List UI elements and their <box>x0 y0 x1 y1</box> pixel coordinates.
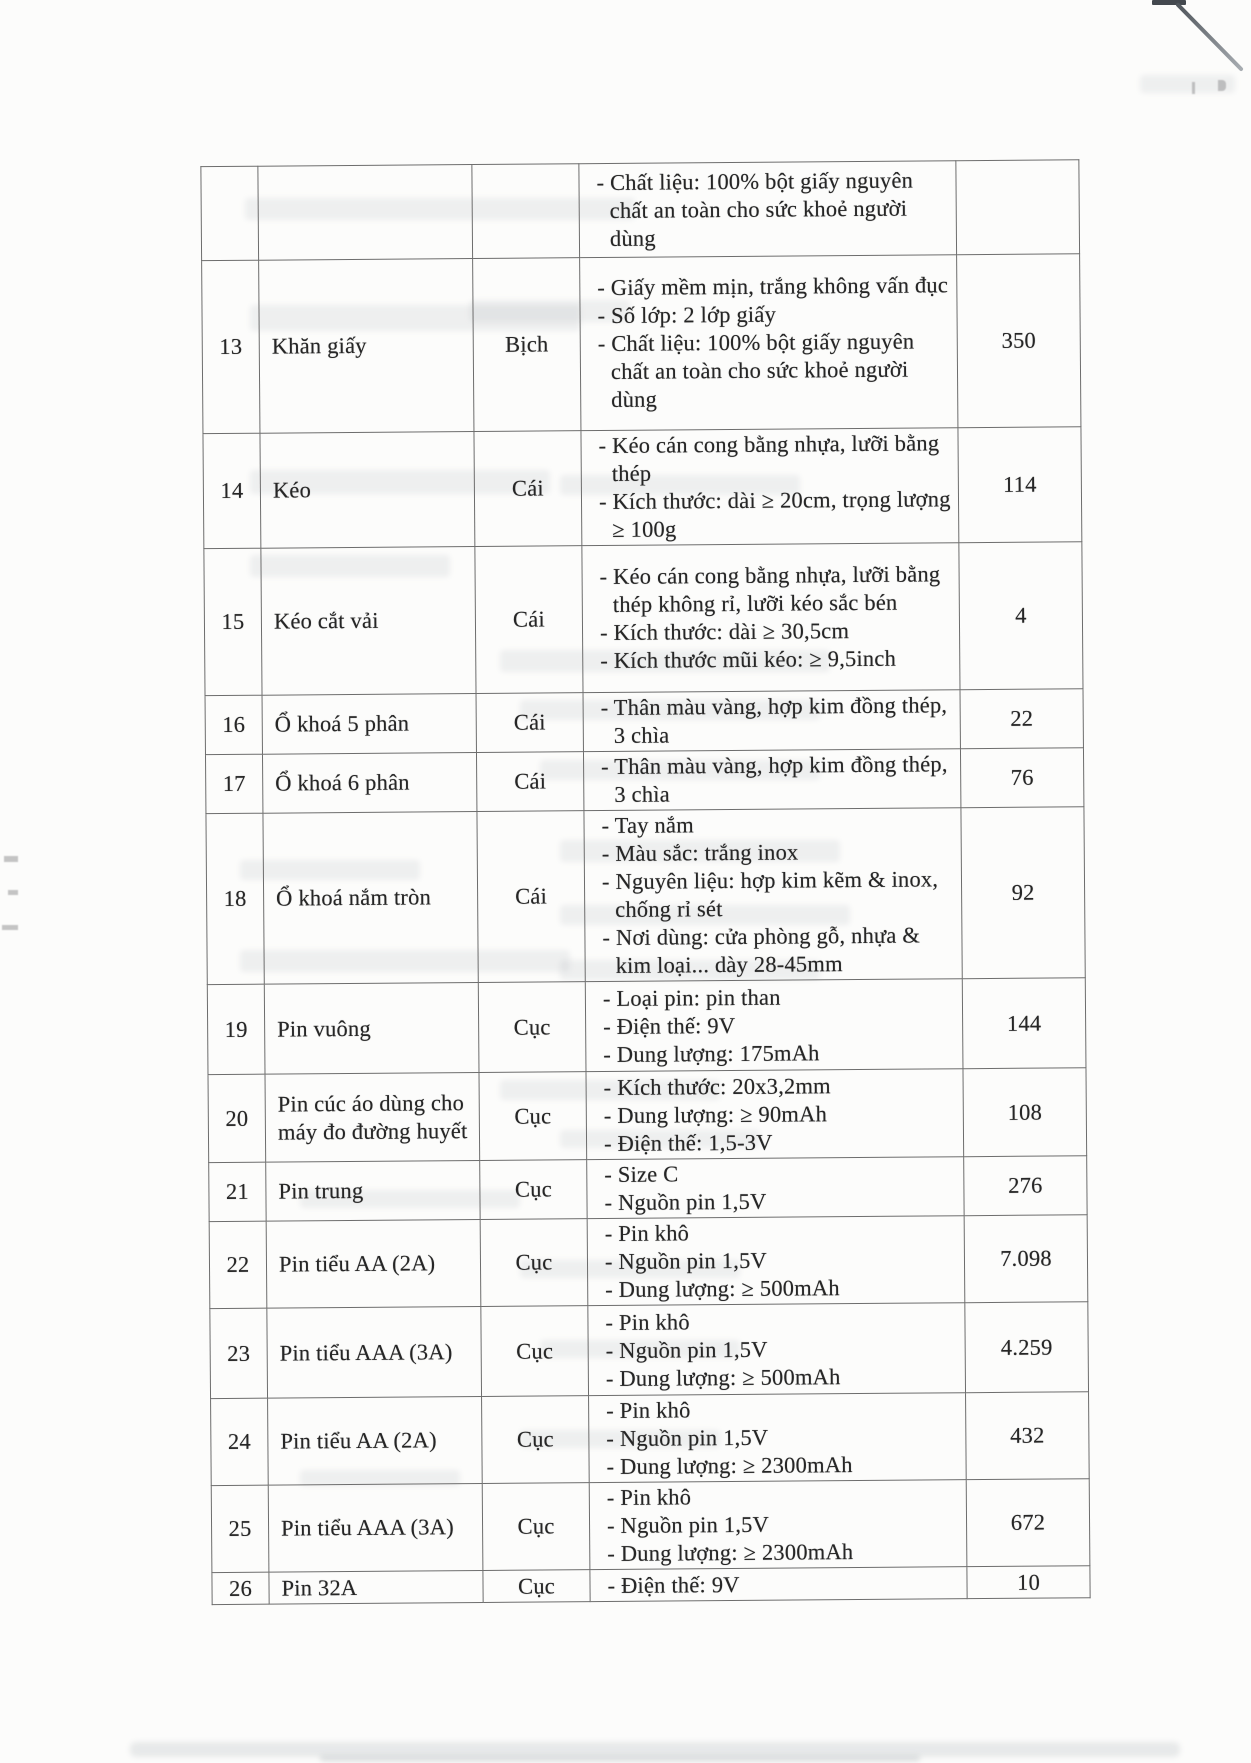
quantity-cell: 432 <box>966 1392 1090 1480</box>
quantity-cell: 4.259 <box>965 1302 1089 1393</box>
specs-cell <box>589 1480 967 1570</box>
spec-line: - Dung lượng: ≥ 2300mAh <box>607 1539 854 1567</box>
item-name-cell: Pin trung <box>266 1161 480 1222</box>
unit-cell: Cái <box>474 431 582 547</box>
specs-cell <box>582 543 960 693</box>
spec-line: - Nơi dùng: cửa phòng gỗ, nhựa & kim loại... dày 28-45mm <box>602 922 921 978</box>
quantity-cell: 92 <box>961 807 1085 979</box>
item-name-cell: Pin cúc áo dùng cho máy đo đường huyết <box>265 1073 480 1163</box>
row-number-cell: 17 <box>205 754 262 813</box>
item-name-cell: Ổ khoá 5 phân <box>262 694 476 755</box>
bleed-through-smudge <box>1140 75 1235 93</box>
item-name-cell <box>258 165 473 261</box>
specs-cell <box>588 1303 966 1396</box>
specs-cell <box>587 1216 965 1306</box>
scan-speck <box>8 890 18 895</box>
row-number-cell: 18 <box>206 813 264 984</box>
unit-cell: Cục <box>482 1483 590 1571</box>
row-number-cell: 24 <box>211 1398 269 1485</box>
row-number-cell: 25 <box>211 1485 269 1572</box>
quantity-cell: 144 <box>962 978 1086 1069</box>
unit-cell: Cái <box>476 752 583 812</box>
spec-line: - Chất liệu: 100% bột giấy nguyên chất an toàn cho sức khoẻ người dùng <box>596 167 914 251</box>
specs-cell <box>583 690 960 752</box>
quantity-cell <box>956 160 1080 255</box>
specs-cell <box>581 428 959 546</box>
spec-line: - Chất liệu: 100% bột giấy nguyên chất an toàn cho sức khoẻ người dùng <box>597 328 915 412</box>
spec-line: - Giấy mềm mịn, trắng không vấn đục <box>597 272 949 301</box>
spec-line: - Loại pin: pin than <box>602 984 781 1011</box>
unit-cell: Cục <box>482 1396 590 1484</box>
spec-line: - Kích thước: dài ≥ 20cm, trọng lượng ≥ 100g <box>598 486 951 542</box>
row-number-cell: 21 <box>209 1162 266 1221</box>
spec-line: - Dung lượng: ≥ 500mAh <box>605 1275 840 1303</box>
row-number-cell: 20 <box>208 1074 266 1162</box>
row-number-cell: 19 <box>207 984 265 1074</box>
item-name-cell: Pin tiểu AA (2A) <box>268 1396 483 1485</box>
specs-cell <box>584 808 962 982</box>
quantity-cell: 4 <box>959 542 1083 690</box>
table-row <box>211 1392 1090 1486</box>
quantity-cell: 7.098 <box>964 1215 1088 1303</box>
table-row <box>207 978 1086 1075</box>
spec-line: - Điện thế: 1,5-3V <box>603 1129 773 1156</box>
table-row <box>211 1479 1090 1573</box>
scan-speck <box>1192 82 1195 94</box>
table-row <box>202 254 1081 434</box>
bleed-through-smudge <box>130 1742 1180 1757</box>
quantity-cell: 672 <box>966 1479 1090 1567</box>
scan-speck <box>4 856 18 862</box>
table-row <box>212 1566 1090 1605</box>
quantity-cell: 76 <box>960 748 1083 808</box>
item-name-cell: Ổ khoá nắm tròn <box>263 812 478 985</box>
spec-line: - Dung lượng: 175mAh <box>603 1039 820 1067</box>
spec-line: - Nguồn pin 1,5V <box>606 1424 769 1452</box>
table-row <box>204 542 1083 696</box>
spec-line: - Điện thế: 9V <box>607 1571 740 1598</box>
unit-cell: Cái <box>477 811 585 983</box>
spec-line: - Tay nắm <box>601 812 694 839</box>
spec-line: - Nguồn pin 1,5V <box>604 1247 768 1275</box>
spec-line: - Nguồn pin 1,5V <box>604 1188 767 1216</box>
unit-cell: Cái <box>476 693 583 753</box>
item-name-cell: Pin tiểu AAA (3A) <box>268 1483 483 1572</box>
spec-line: - Nguồn pin 1,5V <box>605 1336 768 1363</box>
row-number-cell <box>201 166 259 260</box>
table-row <box>203 427 1082 549</box>
unit-cell: Bịch <box>473 258 581 432</box>
table-row <box>209 1215 1088 1309</box>
table-row <box>201 160 1080 261</box>
spec-line: - Kéo cán cong bằng nhựa, lưỡi bằng thép không rỉ, lưỡi kéo sắc bén <box>599 561 941 617</box>
spec-line: - Kích thước mũi kéo: ≥ 9,5inch <box>600 645 897 674</box>
spec-line: - Pin khô <box>606 1397 691 1424</box>
specs-cell <box>589 1393 967 1483</box>
quantity-cell: 350 <box>957 254 1081 428</box>
spec-line: - Màu sắc: trắng inox <box>601 839 799 867</box>
spec-line: - Dung lượng: ≥ 2300mAh <box>606 1452 853 1480</box>
row-number-cell: 15 <box>204 548 262 695</box>
scan-speck <box>2 925 18 930</box>
item-name-cell: Kéo <box>260 432 475 549</box>
unit-cell: Cục <box>480 1219 588 1307</box>
specs-cell <box>579 161 957 258</box>
spec-line: - Pin khô <box>606 1484 692 1511</box>
item-name-cell: Pin tiểu AA (2A) <box>266 1219 481 1308</box>
row-number-cell: 23 <box>210 1308 268 1398</box>
bleed-through-smudge <box>320 1756 920 1761</box>
spec-line: - Pin khô <box>604 1220 690 1247</box>
item-name-cell: Pin tiểu AAA (3A) <box>267 1306 482 1398</box>
item-name-cell: Kéo cắt vải <box>261 547 476 696</box>
scan-scratch <box>1175 2 1244 72</box>
item-name-cell: Ổ khoá 6 phân <box>262 753 476 814</box>
item-name-cell: Pin 32A <box>269 1570 483 1604</box>
row-number-cell: 16 <box>205 695 262 754</box>
scan-scratch <box>1152 0 1186 5</box>
spec-line: - Nguồn pin 1,5V <box>606 1511 770 1539</box>
table-region <box>200 159 1090 1605</box>
unit-cell: Cục <box>479 1072 587 1161</box>
specs-cell <box>583 749 960 811</box>
spec-line: - Kéo cán cong bằng nhựa, lưỡi bằng thép <box>598 430 940 486</box>
spec-line: - Nguyên liệu: hợp kim kẽm & inox, chống rỉ sét <box>601 866 939 922</box>
quantity-cell: 10 <box>967 1566 1090 1599</box>
specs-cell <box>587 1157 964 1219</box>
supply-items-table <box>200 159 1090 1605</box>
spec-line: - Dung lượng: ≥ 500mAh <box>605 1363 841 1391</box>
spec-line: - Size C <box>604 1161 679 1188</box>
spec-line: - Thân màu vàng, hợp kim đồng thép, 3 chìa <box>600 751 948 807</box>
quantity-cell: 22 <box>960 689 1083 749</box>
unit-cell <box>472 164 580 259</box>
row-number-cell: 14 <box>203 433 261 548</box>
scan-speck <box>1218 80 1226 91</box>
unit-cell: Cục <box>480 1160 587 1220</box>
unit-cell: Cục <box>478 982 586 1073</box>
spec-line: - Kích thước: 20x3,2mm <box>603 1072 831 1100</box>
spec-line: - Dung lượng: ≥ 90mAh <box>603 1100 828 1128</box>
item-name-cell: Khăn giấy <box>259 259 474 434</box>
table-row <box>206 807 1085 985</box>
quantity-cell: 276 <box>964 1156 1087 1216</box>
item-name-cell: Pin vuông <box>264 983 479 1075</box>
spec-line: - Kích thước: dài ≥ 30,5cm <box>599 618 850 646</box>
table-row <box>209 1156 1087 1222</box>
spec-line: - Thân màu vàng, hợp kim đồng thép, 3 chìa <box>600 692 948 748</box>
specs-cell <box>586 1069 964 1160</box>
table-row <box>205 748 1083 814</box>
row-number-cell: 22 <box>209 1221 267 1308</box>
spec-line: - Pin khô <box>605 1308 690 1335</box>
specs-cell <box>590 1567 967 1602</box>
row-number-cell: 26 <box>212 1572 269 1604</box>
table-row <box>210 1302 1089 1399</box>
specs-cell <box>585 979 963 1072</box>
unit-cell: Cục <box>481 1306 589 1397</box>
spec-line: - Điện thế: 9V <box>603 1012 736 1039</box>
table-row <box>208 1068 1087 1163</box>
quantity-cell: 108 <box>963 1068 1087 1157</box>
specs-cell <box>580 255 958 431</box>
unit-cell: Cục <box>483 1570 590 1603</box>
table-row <box>205 689 1083 755</box>
row-number-cell: 13 <box>202 260 260 433</box>
unit-cell: Cái <box>475 546 583 694</box>
spec-line: - Số lớp: 2 lớp giấy <box>597 301 777 329</box>
quantity-cell: 114 <box>958 427 1082 543</box>
